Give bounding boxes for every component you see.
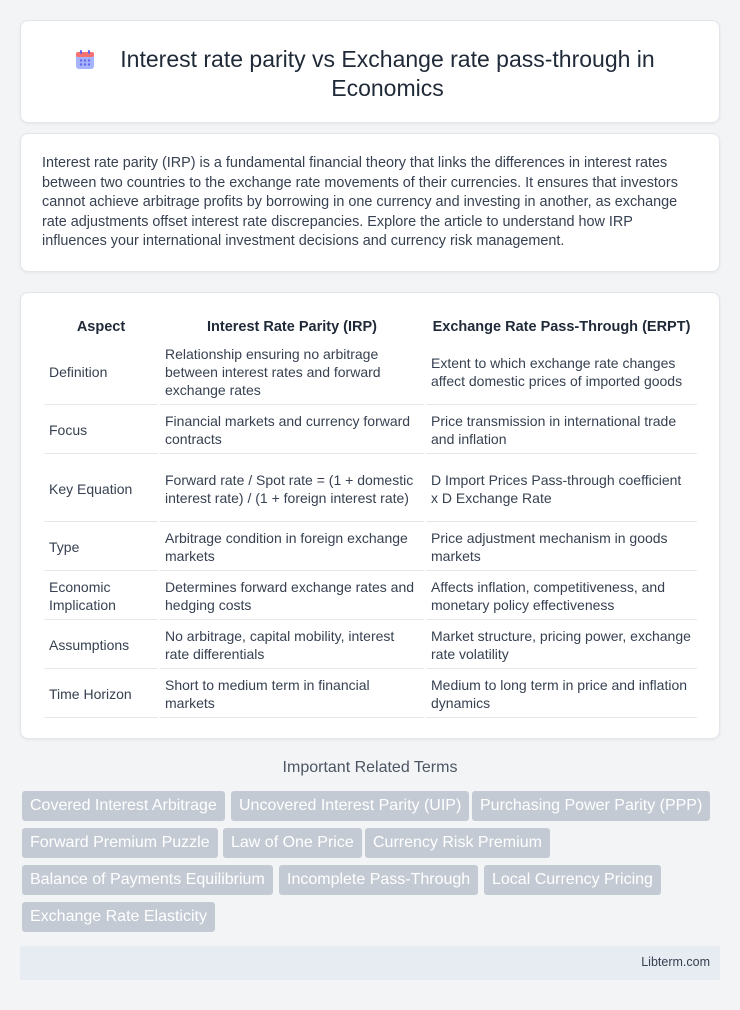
related-term-tag[interactable]: Covered Interest Arbitrage: [22, 791, 225, 821]
intro-card: [20, 133, 720, 272]
title-row: [21, 45, 719, 103]
row-erpt: Medium to long term in price and inflation dynamics: [426, 671, 697, 718]
row-aspect: Assumptions: [44, 622, 158, 669]
row-aspect: Type: [44, 524, 158, 571]
related-term-tag[interactable]: Incomplete Pass-Through: [279, 865, 478, 895]
row-irp: Determines forward exchange rates and hedging costs: [160, 573, 424, 620]
row-irp: Forward rate / Spot rate = (1 + domestic interest rate) / (1 + foreign interest rate): [160, 456, 424, 522]
calendar-icon: [74, 49, 96, 71]
table-row: [44, 622, 697, 669]
column-header-aspect: Aspect: [76, 319, 126, 335]
page-title: Interest rate parity vs Exchange rate pass-through in Economics: [120, 46, 655, 101]
row-irp: Short to medium term in financial markets: [160, 671, 424, 718]
table-header-row: [44, 317, 697, 337]
table-row: [44, 456, 697, 522]
table-row: [44, 407, 697, 454]
column-header-erpt: Exchange Rate Pass-Through (ERPT): [432, 319, 691, 335]
row-irp: No arbitrage, capital mobility, interest rate differentials: [160, 622, 424, 669]
related-term-tag[interactable]: Law of One Price: [223, 828, 362, 858]
row-irp: Relationship ensuring no arbitrage between interest rates and forward exchange rates: [160, 339, 424, 405]
related-term-tag[interactable]: Purchasing Power Parity (PPP): [472, 791, 710, 821]
row-aspect: Focus: [44, 407, 158, 454]
row-irp: Financial markets and currency forward contracts: [160, 407, 424, 454]
related-term-tag[interactable]: Uncovered Interest Parity (UIP): [231, 791, 469, 821]
related-term-tag[interactable]: Exchange Rate Elasticity: [22, 902, 215, 932]
header-card: [20, 20, 720, 123]
row-aspect: Economic Implication: [44, 573, 158, 620]
row-aspect: Definition: [44, 339, 158, 405]
row-erpt: Market structure, pricing power, exchange rate volatility: [426, 622, 697, 669]
row-erpt: Price transmission in international trade and inflation: [426, 407, 697, 454]
related-term-tag[interactable]: Currency Risk Premium: [365, 828, 550, 858]
row-aspect: Time Horizon: [44, 671, 158, 718]
footer: [20, 946, 720, 980]
related-term-tag[interactable]: Balance of Payments Equilibrium: [22, 865, 273, 895]
column-header-irp: Interest Rate Parity (IRP): [206, 319, 378, 335]
table-row: [44, 671, 697, 718]
row-erpt: Price adjustment mechanism in goods markets: [426, 524, 697, 571]
row-erpt: Extent to which exchange rate changes affect domestic prices of imported goods: [426, 339, 697, 405]
table-row: [44, 339, 697, 405]
comparison-table-card: [20, 292, 720, 739]
comparison-table: [42, 315, 699, 720]
table-row: [44, 573, 697, 620]
row-irp: Arbitrage condition in foreign exchange markets: [160, 524, 424, 571]
related-term-tag[interactable]: Forward Premium Puzzle: [22, 828, 218, 858]
intro-text: Interest rate parity (IRP) is a fundamental financial theory that links the differences in interest rates between two countries to the exchange rate movements of their currencies. It ensures that investors cannot achieve arbitrage profits by borrowing in one currency and investing in another, as exchange rate adjustments offset interest rate discrepancies. Explore the article to understand how IRP influences your international investment decisions and currency risk management.: [42, 155, 678, 249]
table-row: [44, 524, 697, 571]
row-erpt: D Import Prices Pass-through coefficient x D Exchange Rate: [426, 456, 697, 522]
related-terms-heading: Important Related Terms: [282, 759, 458, 776]
related-term-tag[interactable]: Local Currency Pricing: [484, 865, 661, 895]
row-erpt: Affects inflation, competitiveness, and monetary policy effectiveness: [426, 573, 697, 620]
footer-site-link[interactable]: Libterm.com: [641, 955, 710, 969]
row-aspect: Key Equation: [44, 456, 158, 522]
